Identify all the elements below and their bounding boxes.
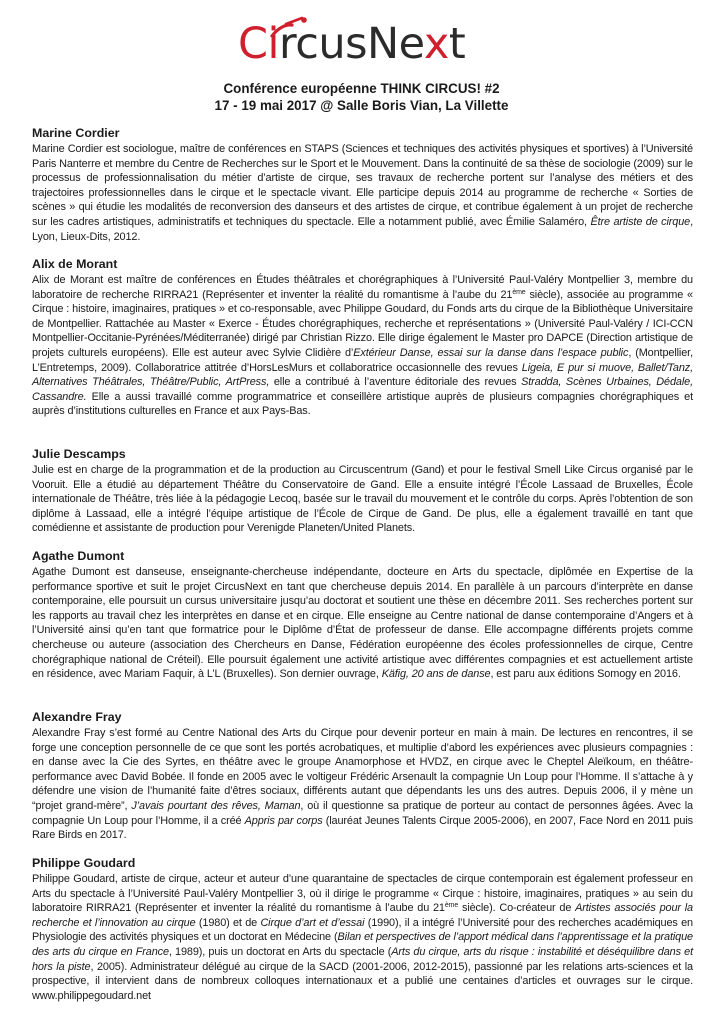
bio-text: Agathe Dumont est danseuse, enseignante-chercheuse indépendante, docteure en Arts du spectacle, diplômée en Expertise de la performance sportive et suit le projet CircusNext en tant que chercheuse depuis 2014. En parallèle à un parcours d’interprète en danse contemporaine, elle poursuit un cursus universitaire jusqu’au doctorat et soutient une thèse en décembre 2011. Ses recherches portent sur les rapports au travail chez les interprètes en danse et en cirque. Elle enseigne au Centre national de danse contemporaine d’Angers et à l’Université ainsi qu’en tant que formatrice pour le Diplôme d’État de professeur de danse. Elle accompagne différents projets comme chercheuse ou auteure (association des Chercheurs en Danse, Fédération européenne des écoles professionnelles de cirque, Centre chorégraphique national de Créteil). Elle poursuit également une activité artistique avec différentes compagnies et est actuellement artiste en résidence, avec Mariam Faquir, à L’L (Bruxelles). Son dernier ouvrage, Käfig, 20 ans de danse, est paru aux éditions Somogy en 2016. — [32, 566, 693, 681]
bio-text: Alexandre Fray s’est formé au Centre National des Arts du Cirque pour devenir porteur en main à main. De lectures en rencontres, il se forge une conception personnelle de ce que sont les portés acrobatiques, et multiplie d’abord les expériences avec plusieurs compagnies : en danse avec la Cie des Syrtes, en théâtre avec le groupe Anamorphose et HVDZ, en cirque avec le Cheptel Aleïkoum, en théâtre-performance avec David Bobée. Il fonde en 2005 avec le voltigeur Frédéric Arsenault la compagnie Un Loup pour l’Homme. Il s’attache à y défendre une vision de l’humanité faite d’êtres sociaux, différents autant que dépendants les uns des autres. Depuis 2006, il y mène un “projet grand-mère”, J’avais pourtant des rêves, Maman, où il questionne sa pratique de porteur au contact de personnes âgées. Avec la compagnie Un Loup pour l’Homme, il a créé Appris par corps (lauréat Jeunes Talents Cirque 2005-2006), en 2007, Face Nord en 2011 puis Rare Birds en 2017. — [32, 727, 693, 842]
bio-text: Alix de Morant est maître de conférences en Études théâtrales et chorégraphiques à l’Université Paul-Valéry Montpellier 3, membre du laboratoire de recherche RIRRA21 (Représenter et inventer la réalité du romantisme à l’aube du 21ème siècle), associée au programme « Cirque : histoire, imaginaires, pratiques » et co-responsable, avec Philippe Goudard, du Fonds arts du cirque de la Bibliothèque Universitaire de Montpellier. Rattachée au Master « Exerce - Études chorégraphiques, recherche et représentations » (Université Paul-Valéry / ICI-CCN Montpellier-Occitanie-Pyrénées/Méditerranée) dirigé par Christian Rizzo. Elle dirige également le Master pro DAPCE (Direction artistique de projets culturels européens). Elle est auteur avec Sylvie Clidière d’Extérieur Danse, essai sur la danse dans l’espace public, (Montpellier, L’Entretemps, 2009). Collaboratrice attitrée d’HorsLesMurs et collaboratrice occasionnelle des revues Ligeia, E pur si muove, Ballet/Tanz, Alternatives Théâtrales, Théâtre/Public, ArtPress, elle a contribué à l’aventure éditoriale des revues Stradda, Scènes Urbaines, Dédale, Cassandre. Elle a aussi travaillé comme programmatrice et conseillère artistique auprès de plusieurs compagnies chorégraphiques et auprès d’institutions culturelles en France et aux Pays-Bas. — [32, 274, 694, 418]
bio-name: Marine Cordier — [32, 126, 120, 140]
bio-text: Marine Cordier est sociologue, maître de conférences en STAPS (Sciences et techniques des activités physiques et sportives) à l’Université Paris Nanterre et membre du Centre de Recherches sur le Sport et le Mouvement. Dans la continuité de sa thèse de sociologie (2009) sur le processus de professionnalisation du métier d’artiste de cirque, ses travaux de recherche portent sur l’analyse des métiers et des trajectoires professionnelles dans le cirque et le spectacle vivant. Elle participe depuis 2014 au programme de recherche « Sorties de scènes » qui étudie les modalités de reconversion des danseurs et des artistes de cirque, et contribue également à un projet de recherche sur les cadres artistiques, administratifs et techniques du spectacle. Elle a notamment publié, avec Émilie Salaméro, Être artiste de cirque, Lyon, Lieux-Dits, 2012. — [32, 143, 693, 243]
logo-wordmark: CircusNext — [238, 19, 466, 69]
conference-date-venue: 17 - 19 mai 2017 @ Salle Boris Vian, La Villette — [214, 98, 509, 113]
bio-name: Alix de Morant — [32, 257, 118, 271]
bio-text: Philippe Goudard, artiste de cirque, acteur et auteur d’une quarantaine de spectacles de cirque contemporain est également professeur en Arts du spectacle à l’Université Paul-Valéry Montpellier 3, où il dirige le programme « Cirque : histoire, imaginaires, pratiques » au sein du laboratoire RIRRA21 (Représenter et inventer la réalité du romantisme à l’aube du 21ème siècle). Co-créateur de Artistes associés pour la recherche et l’innovation au cirque (1980) et de Cirque d’art et d’essai (1990), il a intégré l’Université pour des recherches académiques en Physiologie des activités physiques et un doctorat en Médecine (Bilan et perspectives de l’apport médical dans l’apprentissage et la pratique des arts du cirque en France, 1989), puis un doctorat en Arts du spectacle (Arts du cirque, arts du risque : instabilité et déséquilibre dans et hors la piste, 2005). Administrateur délégué au cirque de la SACD (2001-2006, 2012-2015), passionné par les relations arts-sciences et la prospective, il intervient dans de nombreux colloques internationaux et a publié une centaines d’articles et ouvrages sur le cirque. www.philippegoudard.net — [32, 873, 693, 1002]
bio-name: Philippe Goudard — [32, 856, 136, 870]
bio-marine-cordier — [32, 126, 693, 244]
bio-alix-de-morant — [32, 257, 693, 419]
bio-name: Julie Descamps — [32, 447, 126, 461]
bio-philippe-goudard — [32, 856, 693, 1003]
bio-alexandre-fray — [32, 710, 693, 843]
circusnext-logo — [238, 18, 488, 73]
bio-name: Alexandre Fray — [32, 710, 122, 724]
bio-julie-descamps — [32, 447, 693, 536]
bio-agathe-dumont — [32, 549, 693, 682]
bio-name: Agathe Dumont — [32, 549, 125, 563]
conference-title: Conférence européenne THINK CIRCUS! #2 — [223, 81, 500, 96]
bio-text: Julie est en charge de la programmation et de la production au Circuscentrum (Gand) et pour le festival Smell Like Circus organisé par le Vooruit. Elle a étudié au département Théâtre du Conservatoire de Gand. Elle a ensuite intégré l’École Lassaad de Bruxelles, École internationale de Théâtre, très liée à la pédagogie Lecoq, basée sur le travail du mouvement et le contrôle du corps. Après l’obtention de son diplôme à Lassaad, elle a intégré l’équipe artistique de l’École de Cirque de Gand. De plus, elle a également travaillé en tant que comédienne et assistante de production pour Verenigde Planeten/United Planets. — [32, 464, 693, 535]
